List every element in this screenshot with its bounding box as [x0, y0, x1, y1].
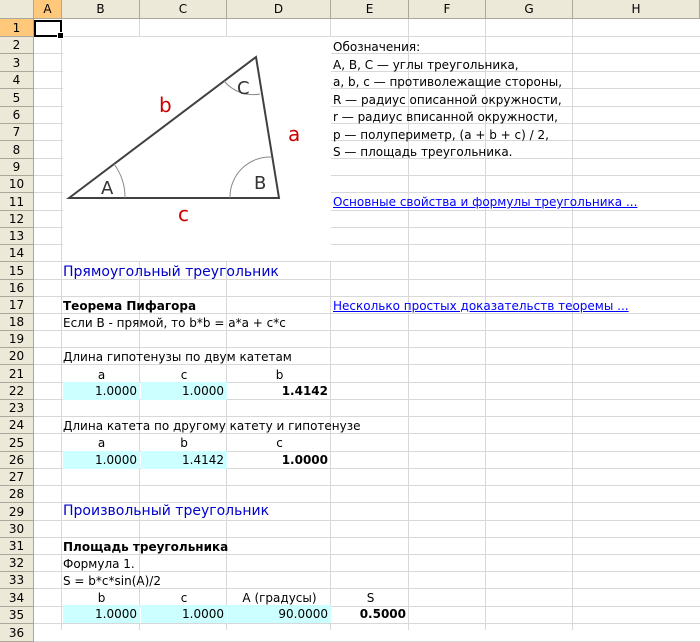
- hyp-result-b: 1.4142: [281, 384, 328, 398]
- col-label: S: [366, 591, 375, 605]
- legend-line: a, b, c — противолежащие стороны,: [333, 75, 563, 89]
- hypotenuse-title: Длина гипотенузы по двум катетам: [63, 350, 292, 364]
- grid-line: [34, 485, 700, 486]
- col-label: c: [180, 368, 188, 382]
- legend-line: p — полупериметр, (a + b + c) / 2,: [333, 128, 549, 142]
- area-input-angle-a[interactable]: 90.0000: [228, 605, 331, 623]
- column-header-a[interactable]: A: [34, 0, 62, 19]
- leg-input-b[interactable]: 1.4142: [141, 451, 227, 469]
- row-header[interactable]: 8: [0, 141, 34, 159]
- row-header[interactable]: 19: [0, 331, 34, 348]
- row-header[interactable]: 33: [0, 572, 34, 589]
- legend-line: S — площадь треугольника.: [333, 145, 513, 159]
- row-header[interactable]: 22: [0, 383, 34, 400]
- grid-line: [34, 623, 700, 624]
- select-all-corner[interactable]: [0, 0, 34, 19]
- column-header-g[interactable]: G: [486, 0, 573, 19]
- arbitrary-triangle-header: Произвольный треугольник: [63, 503, 270, 519]
- active-cell-a1[interactable]: [34, 20, 62, 37]
- area-input-b[interactable]: 1.0000: [63, 605, 140, 623]
- formula-name: Формула 1.: [63, 557, 135, 571]
- row-header[interactable]: 29: [0, 503, 34, 521]
- row-header[interactable]: 30: [0, 521, 34, 538]
- col-label: b: [275, 368, 284, 382]
- column-header-f[interactable]: F: [409, 0, 486, 19]
- row-header[interactable]: 3: [0, 54, 34, 72]
- row-header[interactable]: 27: [0, 469, 34, 486]
- fill-handle[interactable]: [57, 32, 64, 39]
- area-title: Площадь треугольника: [63, 540, 229, 554]
- row-header[interactable]: 23: [0, 400, 34, 417]
- row-header[interactable]: 18: [0, 314, 34, 331]
- row-header[interactable]: 32: [0, 555, 34, 572]
- row-header[interactable]: 7: [0, 124, 34, 141]
- row-header[interactable]: 4: [0, 72, 34, 89]
- row-header[interactable]: 14: [0, 245, 34, 262]
- row-header[interactable]: 31: [0, 538, 34, 555]
- row-header[interactable]: 25: [0, 434, 34, 452]
- row-header[interactable]: 17: [0, 297, 34, 314]
- angle-label-b: B: [254, 173, 267, 194]
- angle-label-c: C: [237, 78, 250, 99]
- leg-result-c: 1.0000: [281, 453, 328, 467]
- properties-link[interactable]: Основные свойства и формулы треугольника ...: [333, 195, 638, 209]
- row-header[interactable]: 21: [0, 365, 34, 383]
- hyp-input-a[interactable]: 1.0000: [63, 382, 140, 400]
- legend-title: Обозначения:: [333, 40, 421, 54]
- pythagoras-statement: Если B - прямой, то b*b = a*a + c*c: [63, 316, 286, 330]
- row-header[interactable]: 12: [0, 211, 34, 228]
- column-header-b[interactable]: B: [62, 0, 140, 19]
- col-label: b: [180, 436, 188, 450]
- row-header[interactable]: 35: [0, 607, 34, 624]
- row-header[interactable]: 11: [0, 193, 34, 211]
- row-header[interactable]: 28: [0, 486, 34, 503]
- row-header[interactable]: 1: [0, 19, 34, 37]
- legend-line: r — радиус вписанной окружности,: [333, 110, 558, 124]
- col-label: a: [97, 368, 106, 382]
- row-header[interactable]: 34: [0, 589, 34, 607]
- column-header-c[interactable]: C: [140, 0, 227, 19]
- row-header[interactable]: 26: [0, 452, 34, 469]
- row-header[interactable]: 10: [0, 176, 34, 193]
- area-result-s: 0.5000: [359, 607, 406, 621]
- leg-title: Длина катета по другому катету и гипотенузе: [63, 419, 361, 433]
- column-header-h[interactable]: H: [573, 0, 700, 19]
- leg-input-a[interactable]: 1.0000: [63, 451, 140, 469]
- hyp-input-c[interactable]: 1.0000: [141, 382, 227, 400]
- row-header[interactable]: 6: [0, 107, 34, 124]
- column-header-e[interactable]: E: [331, 0, 409, 19]
- right-triangle-header: Прямоугольный треугольник: [63, 264, 279, 280]
- row-header[interactable]: 36: [0, 624, 34, 642]
- row-header[interactable]: 5: [0, 89, 34, 107]
- row-header[interactable]: 16: [0, 280, 34, 297]
- side-label-c: c: [178, 202, 189, 226]
- area-input-c[interactable]: 1.0000: [141, 605, 227, 623]
- row-header[interactable]: 9: [0, 159, 34, 176]
- col-label: b: [97, 591, 106, 605]
- row-header[interactable]: 2: [0, 37, 34, 54]
- formula-text: S = b*c*sin(A)/2: [63, 574, 161, 588]
- column-header-d[interactable]: D: [227, 0, 331, 19]
- col-label: a: [97, 436, 106, 450]
- legend-line: R — радиус описанной окружности,: [333, 93, 562, 107]
- grid-line: [61, 19, 62, 630]
- row-header[interactable]: 20: [0, 348, 34, 365]
- proofs-link[interactable]: Несколько простых доказательств теоремы ...: [333, 299, 629, 313]
- angle-arc-a: [114, 164, 125, 198]
- legend-line: A, B, C — углы треугольника,: [333, 58, 519, 72]
- row-header[interactable]: 13: [0, 228, 34, 245]
- col-label: c: [180, 591, 188, 605]
- side-label-a: a: [288, 122, 301, 146]
- row-header[interactable]: 24: [0, 417, 34, 434]
- col-label: A (градусы): [242, 591, 317, 605]
- triangle-diagram: [63, 37, 331, 261]
- pythagoras-title: Теорема Пифагора: [63, 299, 197, 313]
- angle-label-a: A: [101, 178, 114, 199]
- side-label-b: b: [159, 93, 172, 117]
- row-header[interactable]: 15: [0, 262, 34, 280]
- grid-line: [572, 19, 573, 630]
- col-label: c: [276, 436, 283, 450]
